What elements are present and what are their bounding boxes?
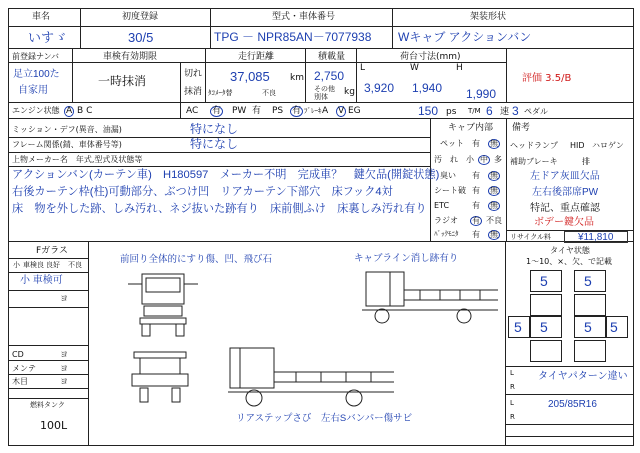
cab-title: キャブ内部 <box>448 123 494 133</box>
divider <box>506 366 634 367</box>
menu-label: メンテ <box>12 364 36 373</box>
seat-label: シート破 <box>434 186 466 195</box>
divider <box>8 102 634 103</box>
body-label: 架装形状 <box>470 12 507 22</box>
eg-value: 150 <box>418 104 439 118</box>
radio-value: 有 <box>472 216 480 225</box>
mission-value: 特になし <box>190 122 239 136</box>
divider <box>8 258 88 259</box>
pet-label: ペット <box>440 139 464 148</box>
remarks-title: 備考 <box>512 123 531 133</box>
ps-unit: ps <box>446 107 457 117</box>
mileage-value: 37,085 <box>230 69 270 84</box>
other-label: その他 <box>314 85 335 93</box>
divider <box>8 290 88 291</box>
separate-label: 別体 <box>314 93 328 101</box>
meter-swap-label: ﾀｺﾒｰﾀ替 <box>208 89 233 97</box>
divider <box>8 48 634 49</box>
tire-rear-outer-right: 5 <box>610 319 618 335</box>
note-bottom: リアステップさび 左右Sバンパー傷サビ <box>236 413 413 424</box>
divider <box>8 360 88 361</box>
glass-row: ヨ <box>60 350 68 359</box>
engine-grade-a: A <box>66 106 73 116</box>
upper-label: 上物メーカー名 年式,型式及状態等 <box>12 155 143 164</box>
engine-label: エンジン状態 <box>12 106 60 115</box>
tires-subtitle: 1～10、×、欠、で記載 <box>526 257 612 266</box>
tire-box <box>574 294 606 316</box>
remark-item: 特記、重点確認 <box>530 203 600 214</box>
divider <box>88 241 89 446</box>
glass-col: 良好 <box>46 261 60 269</box>
note-top-right: キャブライン消し跡有り <box>354 253 459 264</box>
tm-value: 6 <box>486 104 493 118</box>
seat-value: 有 <box>472 186 480 195</box>
truck-side-view-icon <box>226 338 396 408</box>
divider <box>8 388 88 389</box>
divider <box>8 398 88 399</box>
aux-brake-value: 排 <box>582 157 590 166</box>
ac-value: 有 <box>212 106 222 116</box>
divider <box>356 62 506 63</box>
seat-none: 無 <box>490 186 498 195</box>
divider <box>8 307 88 308</box>
pedal-value: 3 <box>512 104 519 118</box>
tire-rear-inner-right: 5 <box>584 319 592 335</box>
divider <box>305 48 306 102</box>
divider <box>180 62 181 102</box>
pw-label: PW <box>232 106 247 116</box>
remark-item: 左ドア灰皿欠品 <box>530 171 600 182</box>
tire-size-value: 205/85R16 <box>548 399 597 410</box>
glass-col: 不良 <box>68 261 82 269</box>
wood-label: 木目 <box>12 377 28 386</box>
aux-brake-label: 補助ブレーキ <box>510 157 558 166</box>
divider <box>72 48 73 102</box>
model-label: 型式・車体番号 <box>272 12 336 22</box>
divider <box>392 8 393 48</box>
divider <box>210 8 211 48</box>
truck-rear-view-icon <box>130 348 190 408</box>
ps-label: PS <box>272 106 284 116</box>
ps-value: 有 <box>292 106 302 116</box>
L-label: L <box>360 63 366 73</box>
divider <box>8 345 88 346</box>
smell-label: 臭い <box>440 171 456 180</box>
divider <box>8 62 356 63</box>
backmon-label: ﾊﾞｯｸﾓﾆﾀ <box>434 230 459 238</box>
inspection-value: 一時抹消 <box>98 74 147 88</box>
capacity-value: 2,750 <box>314 69 345 83</box>
plate-value-2: 自家用 <box>18 85 48 96</box>
etc-none: 無 <box>490 201 498 210</box>
mileage-label: 走行距離 <box>238 52 275 62</box>
tire-box <box>574 340 606 362</box>
etc-value: 有 <box>472 201 480 210</box>
note-line-3: 床 物を外した跡、しみ汚れ、ネジ抜いた跡有り 床前側ふけ 床裏しみ汚れ有り <box>12 203 427 215</box>
remark-item: 左右後部席PW <box>532 187 599 198</box>
divider <box>8 241 634 242</box>
pw-value: 有 <box>252 106 262 116</box>
divider <box>8 166 430 167</box>
cargo-dims-label: 荷台寸法(mm) <box>400 52 461 62</box>
brake-a: A <box>322 106 329 116</box>
cut-label: 切れ <box>184 69 203 79</box>
tm-label: T/M <box>468 107 481 115</box>
glass-col: 車検良 <box>23 261 44 269</box>
tire-front-right: 5 <box>584 273 592 289</box>
pedal-unit: ペダル <box>524 107 548 116</box>
glass-row: ヨ <box>60 294 68 303</box>
headlight-label: ヘッドランプ <box>510 141 558 150</box>
tire-pattern-note: タイヤパターン違い <box>538 371 628 382</box>
first-reg-label: 初度登録 <box>122 12 159 22</box>
engine-grade-c: C <box>86 106 93 116</box>
body-value: Wキャブ アクションバン <box>398 30 532 44</box>
H-value: 1,990 <box>466 87 497 101</box>
eg-label: EG <box>348 106 361 116</box>
halogen-label: ハロゲン <box>592 141 624 150</box>
plate-value-1: 足立100た <box>13 69 60 80</box>
remark-item: ボデー鍵欠品 <box>534 217 594 228</box>
capacity-label: 積載量 <box>318 52 346 62</box>
side-label: L <box>510 399 514 407</box>
capacity-unit: kg <box>344 87 355 97</box>
note-line-2: 右後カーテン枠(柱)可動部分、ぶつけ凹 リアカーテン下部穴 床フック4対 <box>12 186 393 198</box>
W-value: 1,940 <box>412 81 443 95</box>
L-value: 3,920 <box>364 81 395 95</box>
divider <box>506 436 634 437</box>
divider <box>8 118 634 119</box>
divider <box>506 118 507 241</box>
divider <box>506 424 634 425</box>
divider <box>505 241 506 446</box>
storage-label: 抹消 <box>184 87 203 97</box>
ac-label: AC <box>186 106 199 116</box>
frame-value: 特になし <box>190 137 239 151</box>
divider <box>8 26 634 27</box>
smell-none: 無 <box>490 171 498 180</box>
maker-value: いすゞ <box>28 30 68 45</box>
side-label: R <box>510 383 515 391</box>
tire-rear-outer-left: 5 <box>514 319 522 335</box>
first-reg-value: 30/5 <box>128 30 154 45</box>
dirt-label: 汚 れ <box>434 155 458 164</box>
cd-label: CD <box>12 350 24 359</box>
hid-label: HID <box>570 141 585 150</box>
divider <box>205 48 206 102</box>
divider <box>506 394 634 395</box>
divider <box>180 102 181 118</box>
glass-row: ヨ <box>60 377 68 386</box>
mission-label: ミッション・デフ(異音、油漏) <box>12 125 122 134</box>
tire-box <box>530 294 562 316</box>
divider <box>8 152 430 153</box>
divider <box>506 48 507 102</box>
frame-label: フレーム関係(錆、車体番号等) <box>12 140 122 149</box>
glass-row: ヨ <box>60 364 68 373</box>
tire-front-left: 5 <box>540 273 548 289</box>
backmon-value: 有 <box>472 230 480 239</box>
model-value: TPG － NPR85AN－7077938 <box>214 30 372 44</box>
note-line-1: アクションバン(カーテン車) H180597 メーカー不明 完成車？ 鍵欠品(開錠状態) <box>12 169 440 181</box>
recycle-label: リサイクル料 <box>510 233 552 241</box>
tire-rear-inner-left: 5 <box>540 319 548 335</box>
glass-value: 小 車検可 <box>20 275 63 286</box>
divider <box>8 272 88 273</box>
H-label: H <box>456 63 463 73</box>
side-label: L <box>510 369 514 377</box>
engine-grade-b: B <box>77 106 84 116</box>
radio-none: 不良 <box>486 216 502 225</box>
truck-front-view-icon <box>128 268 198 338</box>
divider <box>8 374 88 375</box>
truck-side-view-icon <box>360 268 500 328</box>
dirt-small: 小 <box>466 155 474 164</box>
unknown-label: 不良 <box>262 89 276 97</box>
pet-value: 有 <box>472 139 480 148</box>
fuel-label: 燃料タンク <box>30 401 65 409</box>
divider <box>80 8 81 48</box>
glass-col: 小 <box>13 261 20 269</box>
glass-title: Fガラス <box>36 246 68 256</box>
maker-label: 車名 <box>32 12 51 22</box>
brake-v: V <box>338 106 345 116</box>
note-top-left: 前回り全体的にすり傷、凹、飛び石 <box>120 254 273 265</box>
inspection-label: 車検有効期限 <box>103 52 158 62</box>
mileage-unit: km <box>290 73 304 83</box>
side-label: R <box>510 413 515 421</box>
pet-none: 無 <box>490 139 498 148</box>
W-label: W <box>410 63 419 73</box>
recycle-value: ¥11,810 <box>578 232 614 243</box>
plate-label: 前登録ナンバ <box>12 52 60 61</box>
dirt-mid: 中 <box>480 155 488 164</box>
brake-label: ﾌﾞﾚｰｷ <box>304 107 322 115</box>
divider <box>356 48 357 102</box>
backmon-none: 無 <box>490 230 498 239</box>
grade-value: 評価 3.5/B <box>522 73 572 84</box>
speed-unit: 速 <box>500 107 510 117</box>
tires-title: タイヤ状態 <box>550 246 590 255</box>
radio-label: ラジオ <box>434 216 458 225</box>
tire-box <box>530 340 562 362</box>
dirt-many: 多 <box>494 155 502 164</box>
etc-label: ETC <box>434 201 450 210</box>
smell-value: 有 <box>472 171 480 180</box>
fuel-value: 100L <box>40 419 68 432</box>
engine-grade <box>64 106 92 117</box>
